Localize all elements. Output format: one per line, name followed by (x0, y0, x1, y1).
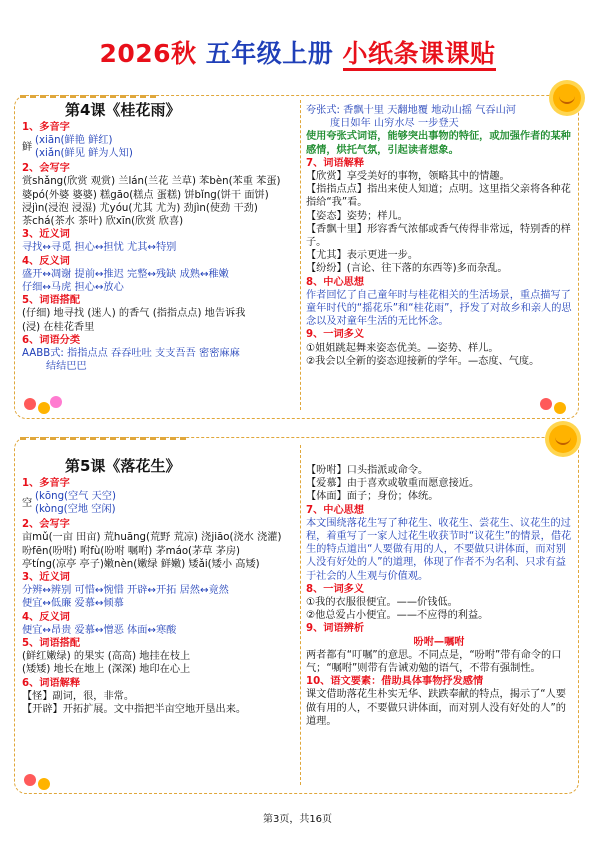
flower-icon (50, 396, 62, 408)
flower-icon (540, 398, 552, 410)
sun-icon (549, 425, 577, 453)
category-row: 结结巴巴 (46, 361, 87, 373)
section-heading: 3、近义词 (22, 229, 70, 241)
definition: 【体面】面子；身份；体统。 (306, 491, 439, 503)
flower-icon (24, 398, 36, 410)
antonym-row: 仔细↔马虎 担心↔放心 (22, 282, 124, 294)
language-element: 课文借助落花生朴实无华、趺跌奉献的特点，揭示了“人要做有用的人，不要做只讲体面，而对别人没有好处的人”的道理。 (306, 689, 566, 727)
section-heading: 8、中心思想 (306, 276, 365, 288)
flower-icon (554, 402, 566, 414)
lesson4-divider (300, 100, 301, 410)
definition: 【怪】副词，很，非常。 (22, 690, 135, 702)
lesson4-title: 第4课《桂花雨》 (65, 101, 181, 119)
title-product: 小纸条课课贴 (343, 39, 496, 71)
lesson4-top-stripe (20, 95, 160, 98)
synonym-row: 寻找↔寻觅 担心↔担忧 尤其↔特别 (22, 242, 177, 254)
collocation-row: (鲜红嫩绿) 的果实 (高高) 地挂在枝上 (22, 651, 191, 663)
polysemy-row: ②他总爱占小便宜。——不应得的利益。 (306, 610, 489, 622)
definition: 【尤其】表示更进一步。 (306, 250, 419, 262)
section-heading: 7、词语解释 (306, 157, 365, 169)
polyphone-reading: (xiǎn(鲜见 鲜为人知) (35, 148, 133, 160)
collocation-row: (浸) 在桂花香里 (22, 321, 95, 333)
page-number: 第3页，共16页 (262, 814, 333, 825)
lesson5-divider (300, 445, 301, 785)
exaggeration-note: 使用夸张式词语，能够突出事物的特征，或加强作者的某种感情，烘托气氛，引起读者想象。 (306, 131, 571, 156)
definition: 【姿态】姿势；样儿。 (306, 210, 408, 222)
section-heading: 7、中心思想 (306, 504, 365, 516)
collocation-row: (矮矮) 地长在地上 (深深) 地印在心上 (22, 664, 191, 676)
flower-icon (38, 778, 50, 790)
comparison-title: 吩咐—嘱咐 (413, 636, 465, 648)
word-row: 赏shǎng(欣赏 观赏) 兰lán(兰花 兰草) 苯bèn(苯重 苯蛋) (22, 176, 281, 188)
title-year: 2026秋 (99, 39, 197, 68)
lesson5-top-stripe (20, 437, 190, 440)
section-heading: 5、词语搭配 (22, 295, 81, 307)
synonym-row: 便宜↔低廉 爱慕↔倾慕 (22, 598, 124, 610)
lesson5-right (306, 464, 572, 728)
section-heading: 9、一词多义 (306, 329, 365, 341)
section-heading: 2、会写字 (22, 163, 70, 175)
section-heading: 4、反义词 (22, 255, 70, 267)
section-heading: 4、反义词 (22, 611, 70, 623)
section-heading: 1、多音字 (22, 122, 70, 133)
section-heading: 6、词语解释 (22, 677, 81, 689)
polyphone-char: 鲜 (22, 142, 33, 154)
lesson4-right (306, 104, 572, 368)
definition: 【香飘十里】形容香气浓郁或香气传得非常远，特别香的样子。 (306, 223, 571, 249)
title-grade: 五年级上册 (205, 39, 334, 68)
word-row: 亩mǔ(一亩 田亩) 荒huāng(荒野 荒凉) 浇jiāo(浇水 浇灌) (22, 532, 282, 544)
definition: 【指指点点】指出来使人知道；点明。这里指父亲将各种花指给“我”看。 (306, 184, 571, 209)
polysemy-row: ①我的衣服很便宜。——价钱低。 (306, 597, 458, 609)
exaggeration-row: 夸张式: 香飘十里 天翻地覆 地动山摇 气吞山河 (306, 105, 516, 116)
definition: 【爱慕】由于喜欢或敬重而愿意接近。 (306, 478, 480, 490)
word-row: 亭tíng(凉亭 亭子)嫩nèn(嫩绿 鲜嫩) 矮ǎi(矮小 高矮) (22, 558, 260, 570)
section-heading: 8、一词多义 (306, 583, 365, 595)
word-row: 浸jìn(浸泡 浸湿) 尤yóu(尤其 尤为) 劲jìn(使劲 干劲) (22, 202, 258, 214)
polyphone-block (22, 134, 298, 162)
polyphone-char: 空 (22, 498, 33, 510)
exaggeration-row: 度日如年 山穷水尽 一步登天 (330, 118, 459, 130)
lesson5-title: 第5课《落花生》 (65, 457, 181, 475)
polyphone-reading: (kōng(空气 天空) (35, 491, 116, 503)
page-title (0, 34, 595, 70)
polysemy-row: ①姐姐跳起舞来姿态优美。—姿势、样儿。 (306, 342, 499, 354)
section-heading: 10、语文要素：借助具体事物抒发感情 (306, 676, 484, 688)
polyphone-reading: (xiān(鲜艳 鲜红) (35, 135, 113, 147)
section-heading: 1、多音字 (22, 478, 70, 489)
comparison-text: 两者都有“叮嘱”的意思。不同点是，“吩咐”带有命令的口气；“嘱咐”则带有告诫劝勉的语气，不带有强制性。 (306, 649, 562, 675)
section-heading: 3、近义词 (22, 572, 70, 584)
category-row: AABB式: 指指点点 吞吞吐吐 支支吾吾 密密麻麻 (22, 348, 240, 360)
definition: 【纷纷】(言论、往下落的东西等)多而杂乱。 (306, 263, 508, 275)
polyphone-block (22, 490, 298, 518)
word-row: 吩fēn(吩咐) 咐fù(吩咐 嘱咐) 茅máo(茅草 茅房) (22, 545, 240, 557)
flower-icon (24, 774, 36, 786)
section-heading: 6、词语分类 (22, 334, 81, 346)
definition: 【欣赏】享受美好的事物，领略其中的情趣。 (306, 171, 510, 183)
central-idea: 本文围绕落花生写了种花生、收花生、尝花生、议花生的过程，着重写了一家人过花生收获节时“议花生”的情景，借花生的特点道出“人要做有用的人，不要做只讲体面，而对别人没有好处的人”的道理，体现了作者不为名利、只求有益于社会的人生观与价值观。 (306, 517, 572, 582)
definition: 【开辟】开拓扩展。文中指把半亩空地开垦出来。 (22, 704, 247, 716)
synonym-row: 分辨↔辨别 可惜↔惋惜 开辟↔开拓 居然↔竟然 (22, 585, 229, 597)
polysemy-row: ②我会以全新的姿态迎接新的学年。—态度、气度。 (306, 355, 540, 367)
section-heading: 5、词语搭配 (22, 638, 81, 650)
lesson4-left (22, 121, 298, 373)
lesson5-left (22, 477, 298, 716)
antonym-row: 便宜↔昂贵 爱慕↔憎恶 体面↔寒酸 (22, 624, 177, 636)
section-heading: 9、词语辨析 (306, 623, 365, 635)
antonym-row: 盛开↔凋谢 提前↔推迟 完整↔残缺 成熟↔稚嫩 (22, 268, 229, 280)
collocation-row: (仔细) 地寻找 (迷人) 的香气 (指指点点) 地告诉我 (22, 308, 246, 320)
definition: 【吩咐】口头指派或命令。 (306, 465, 429, 476)
section-heading: 2、会写字 (22, 519, 70, 531)
polyphone-reading: (kòng(空地 空闲) (35, 504, 116, 516)
flower-icon (38, 402, 50, 414)
word-row: 茶chá(茶水 茶叶) 欣xīn(欣赏 欣喜) (22, 216, 184, 228)
central-idea: 作者回忆了自己童年时与桂花相关的生活场景，重点描写了童年时代的“摇花乐”和“桂花雨”，抒发了对故乡和亲人的思念以及对童年生活的无比怀念。 (306, 289, 572, 328)
word-row: 婆pó(外婆 婆婆) 糕gāo(糕点 蛋糕) 饼bǐng(饼干 面饼) (22, 189, 269, 201)
